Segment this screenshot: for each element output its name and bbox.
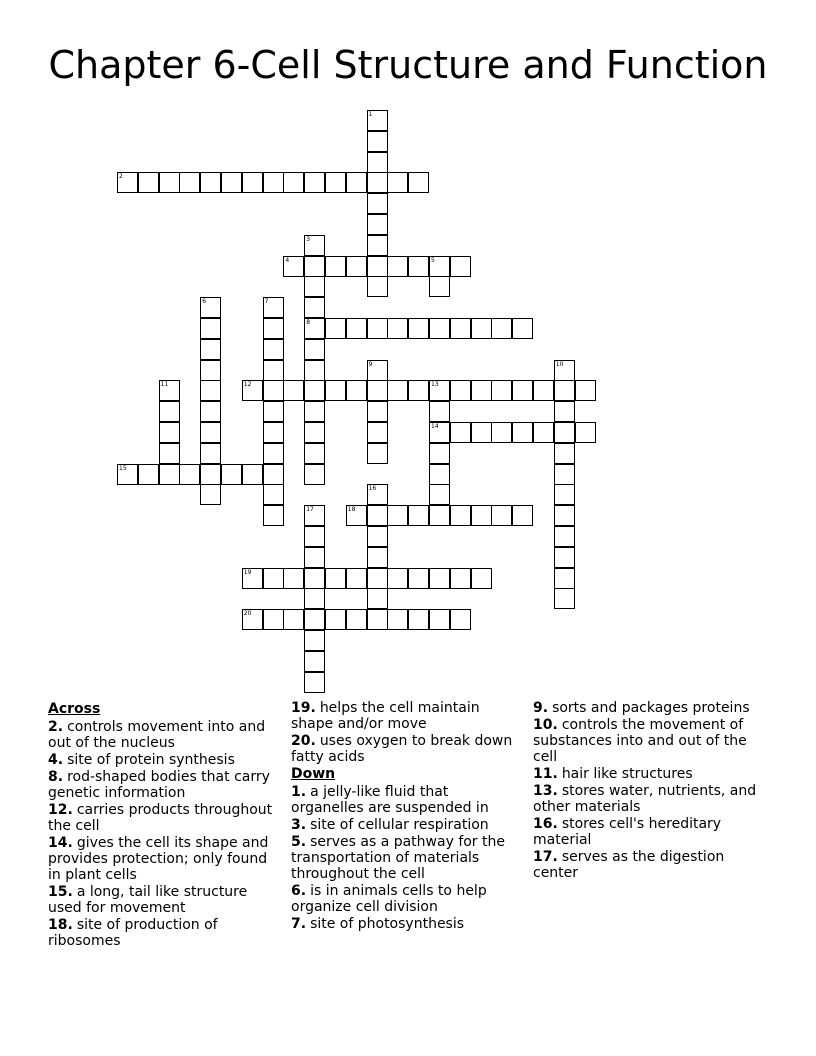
crossword-cell[interactable] — [179, 464, 200, 485]
cell-number: 11 — [160, 381, 169, 389]
across-clue — [48, 802, 280, 834]
crossword-cell[interactable] — [200, 172, 221, 193]
crossword-cell[interactable] — [304, 464, 325, 485]
cell-number: 14 — [431, 423, 439, 430]
crossword-cell[interactable] — [346, 318, 367, 339]
clue-number: 18. — [48, 917, 73, 933]
clue-number: 19. — [291, 700, 316, 716]
crossword-cell[interactable] — [283, 172, 304, 193]
clue-text: serves as a pathway for the transportation of materials throughout the cell — [291, 834, 505, 882]
crossword-cell[interactable] — [138, 172, 159, 193]
crossword-cell[interactable] — [325, 172, 346, 193]
clue-number: 8. — [48, 769, 64, 785]
crossword-cell[interactable] — [554, 360, 575, 381]
clue-text: is in animals cells to help organize cell division — [291, 883, 487, 915]
crossword-cell[interactable] — [367, 380, 388, 401]
crossword-cell[interactable] — [554, 484, 575, 505]
crossword-cell[interactable] — [367, 172, 388, 193]
clues-column-3 — [533, 700, 765, 882]
crossword-cell[interactable] — [304, 651, 325, 672]
crossword-cell[interactable] — [263, 297, 284, 318]
crossword-cell[interactable] — [304, 256, 325, 277]
crossword-cell[interactable] — [387, 609, 408, 630]
crossword-cell[interactable] — [554, 422, 575, 443]
crossword-cell[interactable] — [367, 526, 388, 547]
crossword-cell[interactable] — [263, 422, 284, 443]
across-clue — [291, 733, 523, 765]
clue-text: site of protein synthesis — [67, 752, 235, 768]
cell-number: 6 — [202, 298, 207, 306]
clue-text: controls movement into and out of the nucleus — [48, 719, 266, 751]
crossword-cell[interactable] — [304, 505, 325, 526]
crossword-cell[interactable] — [450, 422, 471, 443]
crossword-cell[interactable] — [367, 110, 388, 131]
crossword-cell[interactable] — [408, 172, 429, 193]
crossword-cell[interactable] — [575, 380, 596, 401]
clue-text: site of production of ribosomes — [48, 917, 218, 949]
crossword-cell[interactable] — [263, 484, 284, 505]
down-clue — [533, 783, 765, 815]
across-clue — [48, 752, 280, 768]
crossword-cell[interactable] — [471, 568, 492, 589]
down-clue — [533, 700, 765, 716]
crossword-cell[interactable] — [304, 526, 325, 547]
crossword-cell[interactable] — [242, 172, 263, 193]
crossword-cell[interactable] — [471, 505, 492, 526]
clue-text: serves as the digestion center — [533, 849, 725, 881]
crossword-cell[interactable] — [304, 422, 325, 443]
cell-number: 9 — [368, 360, 373, 368]
cell-number: 20 — [243, 610, 252, 618]
clue-number: 2. — [48, 719, 64, 735]
clue-number: 14. — [48, 835, 73, 851]
crossword-cell[interactable] — [200, 360, 221, 381]
crossword-cell[interactable] — [554, 380, 575, 401]
clue-text: controls the movement of substances into and out of the cell — [533, 717, 747, 765]
clue-number: 5. — [291, 834, 307, 850]
clue-text: carries products throughout the cell — [48, 802, 273, 834]
crossword-cell[interactable] — [242, 464, 263, 485]
crossword-cell[interactable] — [304, 360, 325, 381]
crossword-cell[interactable] — [283, 256, 304, 277]
crossword-cell[interactable] — [450, 505, 471, 526]
cell-number: 19 — [243, 568, 252, 576]
crossword-cell[interactable] — [554, 401, 575, 422]
crossword-cell[interactable] — [367, 547, 388, 568]
crossword-cell[interactable] — [346, 505, 367, 526]
crossword-cell[interactable] — [367, 276, 388, 297]
crossword-cell[interactable] — [554, 568, 575, 589]
cell-number: 2 — [119, 173, 123, 181]
clue-text: hair like structures — [561, 766, 693, 782]
crossword-cell[interactable] — [346, 568, 367, 589]
clues-column-2 — [291, 700, 523, 933]
crossword-cell[interactable] — [450, 256, 471, 277]
crossword-cell[interactable] — [200, 339, 221, 360]
crossword-cell[interactable] — [429, 609, 450, 630]
clue-text: gives the cell its shape and provides protection; only found in plant cells — [48, 835, 269, 883]
crossword-cell[interactable] — [554, 464, 575, 485]
crossword-cell[interactable] — [263, 318, 284, 339]
crossword-cell[interactable] — [367, 588, 388, 609]
crossword-cell[interactable] — [408, 568, 429, 589]
crossword-cell[interactable] — [491, 422, 512, 443]
clue-text: a long, tail like structure used for movement — [48, 884, 248, 916]
crossword-cell[interactable] — [304, 443, 325, 464]
crossword-cell[interactable] — [429, 401, 450, 422]
crossword-cell[interactable] — [367, 443, 388, 464]
clue-number: 10. — [533, 717, 558, 733]
cell-number: 12 — [243, 381, 252, 389]
crossword-cell[interactable] — [429, 256, 450, 277]
clue-number: 13. — [533, 783, 558, 799]
across-clue — [48, 719, 280, 751]
crossword-cell[interactable] — [387, 318, 408, 339]
crossword-cell[interactable] — [263, 443, 284, 464]
crossword-cell[interactable] — [367, 235, 388, 256]
crossword-cell[interactable] — [179, 172, 200, 193]
crossword-cell[interactable] — [325, 318, 346, 339]
crossword-cell[interactable] — [367, 152, 388, 173]
down-clue — [533, 816, 765, 848]
crossword-cell[interactable] — [367, 256, 388, 277]
cell-number: 18 — [347, 506, 356, 514]
crossword-cell[interactable] — [367, 568, 388, 589]
crossword-cell[interactable] — [263, 505, 284, 526]
crossword-cell[interactable] — [200, 464, 221, 485]
clue-number: 6. — [291, 883, 307, 899]
across-clue — [48, 884, 280, 916]
crossword-cell[interactable] — [429, 505, 450, 526]
crossword-cell[interactable] — [304, 568, 325, 589]
clue-text: helps the cell maintain shape and/or move — [291, 700, 480, 732]
crossword-cell[interactable] — [242, 609, 263, 630]
clue-text: sorts and packages proteins — [552, 700, 750, 716]
crossword-cell[interactable] — [263, 172, 284, 193]
crossword-cell[interactable] — [283, 568, 304, 589]
crossword-cell[interactable] — [159, 422, 180, 443]
clue-number: 11. — [533, 766, 558, 782]
crossword-cell[interactable] — [367, 360, 388, 381]
clue-number: 4. — [48, 752, 64, 768]
crossword-cell[interactable] — [429, 443, 450, 464]
clue-number: 17. — [533, 849, 558, 865]
crossword-cell[interactable] — [450, 380, 471, 401]
crossword-cell[interactable] — [304, 339, 325, 360]
crossword-cell[interactable] — [159, 401, 180, 422]
crossword-cell[interactable] — [367, 318, 388, 339]
crossword-cell[interactable] — [512, 380, 533, 401]
crossword-cell[interactable] — [491, 318, 512, 339]
clue-number: 1. — [291, 784, 307, 800]
crossword-cell[interactable] — [304, 609, 325, 630]
cell-number: 10 — [555, 360, 564, 368]
crossword-cell[interactable] — [367, 401, 388, 422]
crossword-cell[interactable] — [367, 422, 388, 443]
crossword-cell[interactable] — [200, 422, 221, 443]
down-heading: Down — [291, 766, 336, 782]
crossword-cell[interactable] — [408, 505, 429, 526]
crossword-cell[interactable] — [304, 588, 325, 609]
crossword-cell[interactable] — [450, 609, 471, 630]
down-clue — [291, 834, 523, 882]
clue-text: a jelly-like fluid that organelles are suspended in — [291, 784, 489, 816]
crossword-cell[interactable] — [554, 443, 575, 464]
crossword-cell[interactable] — [346, 380, 367, 401]
crossword-cell[interactable] — [200, 484, 221, 505]
crossword-cell[interactable] — [221, 464, 242, 485]
clue-number: 12. — [48, 802, 73, 818]
clue-text: uses oxygen to break down fatty acids — [291, 733, 513, 765]
crossword-cell[interactable] — [200, 380, 221, 401]
cell-number: 7 — [264, 298, 269, 306]
down-clue — [533, 849, 765, 881]
crossword-cell[interactable] — [554, 526, 575, 547]
crossword-cell[interactable] — [304, 380, 325, 401]
crossword-cell[interactable] — [387, 568, 408, 589]
crossword-cell[interactable] — [304, 630, 325, 651]
crossword-cell[interactable] — [242, 380, 263, 401]
crossword-cell[interactable] — [408, 256, 429, 277]
clue-text: stores cell's hereditary material — [533, 816, 722, 848]
crossword-cell[interactable] — [408, 609, 429, 630]
across-clue — [48, 769, 280, 801]
crossword-cell[interactable] — [387, 380, 408, 401]
crossword-cell[interactable] — [346, 256, 367, 277]
down-clue — [291, 916, 523, 932]
crossword-cell[interactable] — [242, 568, 263, 589]
crossword-cell[interactable] — [304, 276, 325, 297]
clue-text: rod-shaped bodies that carry genetic information — [48, 769, 270, 801]
crossword-cell[interactable] — [471, 318, 492, 339]
crossword-cell[interactable] — [367, 609, 388, 630]
cell-number: 5 — [431, 256, 435, 264]
crossword-cell[interactable] — [325, 568, 346, 589]
crossword-cell[interactable] — [429, 464, 450, 485]
crossword-cell[interactable] — [325, 380, 346, 401]
crossword-cell[interactable] — [304, 401, 325, 422]
crossword-cell[interactable] — [159, 443, 180, 464]
clue-number: 20. — [291, 733, 316, 749]
down-clue — [291, 817, 523, 833]
crossword-cell[interactable] — [200, 318, 221, 339]
crossword-cell[interactable] — [408, 380, 429, 401]
crossword-cell[interactable] — [263, 401, 284, 422]
cell-number: 15 — [119, 464, 127, 472]
crossword-cell[interactable] — [346, 609, 367, 630]
crossword-cell[interactable] — [575, 422, 596, 443]
clue-text: site of cellular respiration — [310, 817, 489, 833]
crossword-cell[interactable] — [263, 609, 284, 630]
crossword-cell[interactable] — [304, 318, 325, 339]
crossword-cell[interactable] — [429, 380, 450, 401]
crossword-cell[interactable] — [512, 505, 533, 526]
crossword-cell[interactable] — [346, 172, 367, 193]
page-title: Chapter 6-Cell Structure and Function — [48, 43, 768, 87]
crossword-cell[interactable] — [367, 505, 388, 526]
crossword-cell[interactable] — [429, 276, 450, 297]
crossword-cell[interactable] — [263, 339, 284, 360]
crossword-cell[interactable] — [387, 505, 408, 526]
crossword-cell[interactable] — [159, 380, 180, 401]
crossword-cell[interactable] — [159, 172, 180, 193]
crossword-cell[interactable] — [471, 380, 492, 401]
crossword-cell[interactable] — [429, 422, 450, 443]
crossword-cell[interactable] — [429, 318, 450, 339]
cell-number: 1 — [368, 111, 373, 118]
crossword-cell[interactable] — [325, 256, 346, 277]
across-clue — [291, 700, 523, 732]
clue-number: 15. — [48, 884, 73, 900]
crossword-cell[interactable] — [325, 609, 346, 630]
crossword-cell[interactable] — [263, 360, 284, 381]
crossword-cell[interactable] — [387, 172, 408, 193]
clue-number: 9. — [533, 700, 549, 716]
cell-number: 4 — [285, 256, 290, 264]
crossword-cell[interactable] — [471, 422, 492, 443]
crossword-cell[interactable] — [554, 505, 575, 526]
clue-number: 3. — [291, 817, 307, 833]
crossword-cell[interactable] — [512, 422, 533, 443]
across-heading: Across — [48, 701, 101, 717]
crossword-cell[interactable] — [263, 568, 284, 589]
clue-text: stores water, nutrients, and other materials — [533, 783, 757, 815]
crossword-cell[interactable] — [512, 318, 533, 339]
cell-number: 8 — [306, 319, 311, 326]
crossword-cell[interactable] — [283, 609, 304, 630]
clue-number: 16. — [533, 816, 558, 832]
crossword-cell[interactable] — [367, 131, 388, 152]
crossword-cell[interactable] — [159, 464, 180, 485]
down-clue — [533, 766, 765, 782]
crossword-cell[interactable] — [138, 464, 159, 485]
crossword-cell[interactable] — [533, 380, 554, 401]
crossword-cell[interactable] — [304, 672, 325, 693]
clue-number: 7. — [291, 916, 307, 932]
cell-number: 17 — [306, 506, 314, 514]
crossword-cell[interactable] — [117, 172, 138, 193]
down-clue — [291, 883, 523, 915]
crossword-cell[interactable] — [200, 297, 221, 318]
across-clue — [48, 917, 280, 949]
crossword-cell[interactable] — [304, 235, 325, 256]
down-clue — [533, 717, 765, 765]
crossword-cell[interactable] — [533, 422, 554, 443]
across-clue — [48, 835, 280, 883]
crossword-cell[interactable] — [491, 380, 512, 401]
crossword-cell[interactable] — [450, 318, 471, 339]
cell-number: 13 — [431, 381, 439, 389]
cell-number: 16 — [368, 485, 377, 493]
clue-text: site of photosynthesis — [310, 916, 465, 932]
crossword-cell[interactable] — [429, 484, 450, 505]
crossword-cell[interactable] — [554, 547, 575, 568]
cell-number: 3 — [306, 235, 311, 243]
crossword-cell[interactable] — [554, 588, 575, 609]
crossword-cell[interactable] — [367, 193, 388, 214]
crossword-cell[interactable] — [200, 443, 221, 464]
crossword-cell[interactable] — [304, 297, 325, 318]
crossword-cell[interactable] — [283, 380, 304, 401]
down-clue — [291, 784, 523, 816]
crossword-cell[interactable] — [263, 464, 284, 485]
crossword-cell[interactable] — [367, 214, 388, 235]
crossword-cell[interactable] — [200, 401, 221, 422]
clues-column-1 — [48, 700, 280, 950]
crossword-cell[interactable] — [429, 568, 450, 589]
crossword-cell[interactable] — [263, 380, 284, 401]
crossword-cell[interactable] — [450, 568, 471, 589]
crossword-cell[interactable] — [491, 505, 512, 526]
crossword-cell[interactable] — [304, 172, 325, 193]
crossword-cell[interactable] — [117, 464, 138, 485]
crossword-cell[interactable] — [367, 484, 388, 505]
crossword-cell[interactable] — [387, 256, 408, 277]
crossword-cell[interactable] — [304, 547, 325, 568]
crossword-cell[interactable] — [408, 318, 429, 339]
crossword-cell[interactable] — [221, 172, 242, 193]
